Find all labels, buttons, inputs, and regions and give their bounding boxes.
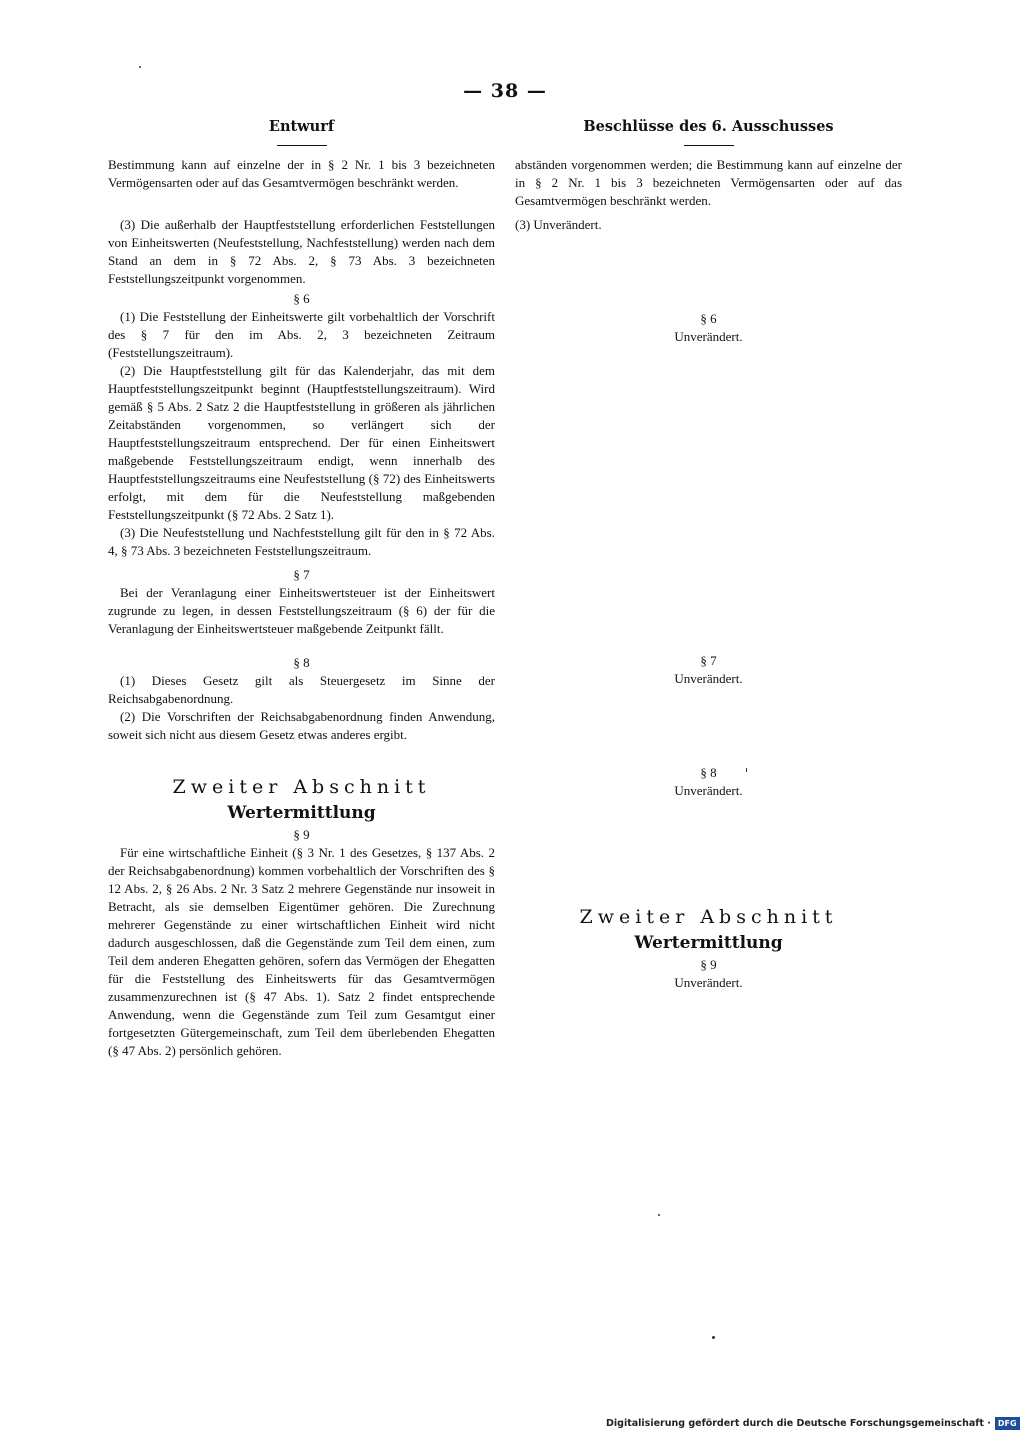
dfg-logo-icon: DFG [995, 1417, 1020, 1430]
scan-speck [712, 1336, 715, 1339]
paragraph-s6-abs-1: (1) Die Feststellung der Einheitswerte gilt vorbehaltlich der Vorschrift des § 7 für den im Abs. 2, 3 bezeichneten Zeitraum (Feststellungszeitraum). [108, 309, 495, 360]
header-rule [277, 145, 327, 146]
abschnitt-title: Wertermittlung [634, 933, 783, 953]
paragraph-continuation: abständen vorgenommen werden; die Bestimmung kann auf einzelne der in § 2 Nr. 1 bis 3 bezeichneten Vermögensarten oder auf das Gesamtvermögen beschränkt werden. [515, 157, 902, 208]
unveraendert-s9: Unverändert. [674, 975, 743, 990]
scan-speck [139, 66, 141, 68]
section-heading-7: § 7 [700, 653, 717, 668]
scan-speck [658, 1214, 660, 1216]
scan-speck [746, 768, 747, 772]
paragraph-s6-abs-3: (3) Die Neufeststellung und Nachfeststellung gilt für den in § 72 Abs. 4, § 73 Abs. 3 bezeichneten Feststellungszeitraum. [108, 525, 495, 558]
paragraph-continuation: Bestimmung kann auf einzelne der in § 2 Nr. 1 bis 3 bezeichneten Vermögensarten oder auf das Gesamtvermögen beschränkt werden. [108, 157, 495, 190]
paragraph-s9: Für eine wirtschaftliche Einheit (§ 3 Nr. 1 des Gesetzes, § 137 Abs. 2 der Reichsabgabenordnung) kommen vorbehaltlich der Vorschriften des § 12 Abs. 2, § 26 Abs. 2 Nr. 3 Satz 2 mehrere Gegenstände nur insoweit in Betracht, als sie demselben Eigentümer gehören. Die Zurechnung mehrerer Gegenstände zu einer wirtschaftlichen Einheit wird nicht dadurch ausgeschlossen, daß die Gegenstände zum Teil dem einen, zum Teil dem anderen Ehegatten gehören, sofern das Vermögen der Ehegatten für die Feststellung des Einheitswerts für das Gesamtvermögen zusammenzurechnen ist (§ 47 Abs. 1). Satz 2 findet entsprechende Anwendung, wenn die Gegenstände zum Teil zum Gesamtgut einer fortgesetzten Gütergemeinschaft, zum Teil dem überlebenden Ehegatten (§ 47 Abs. 2) persönlich gehören. [108, 845, 495, 1058]
abschnitt-title: Wertermittlung [227, 803, 376, 823]
abschnitt-heading: Zweiter Abschnitt [172, 776, 431, 798]
column-header-beschluesse: Beschlüsse des 6. Ausschusses [583, 118, 834, 135]
section-heading-6: § 6 [293, 291, 310, 306]
abschnitt-heading: Zweiter Abschnitt [579, 906, 838, 928]
paragraph-s8-abs-2: (2) Die Vorschriften der Reichsabgabenordnung finden Anwendung, soweit sich nicht aus diesem Gesetz etwas anderes ergibt. [108, 709, 495, 742]
paragraph-s6-abs-2: (2) Die Hauptfeststellung gilt für das Kalenderjahr, das mit dem Hauptfeststellungszeitpunkt beginnt (Hauptfeststellungszeitraum). Wird gemäß § 5 Abs. 2 Satz 2 die Hauptfeststellung in größeren als jährlichen Zeitabständen vorgenommen, so verlängert sich der Hauptfeststellungszeitraum entsprechend. Der für einen Einheitswert maßgebende Feststellungszeitraum endigt, wenn innerhalb des Hauptfeststellungszeitraums eine Neufeststellung (§ 72) des Einheitswerts erfolgt, mit dem für die Neufeststellung maßgebenden Feststellungszeitpunkt (§ 72 Abs. 2 Satz 1). [108, 363, 495, 522]
page-number: — 38 — [463, 80, 547, 102]
section-heading-7: § 7 [293, 567, 310, 582]
digitization-footer [606, 1416, 1020, 1430]
section-heading-9: § 9 [293, 827, 310, 842]
column-header-entwurf: Entwurf [268, 118, 335, 135]
unveraendert-s6: Unverändert. [674, 329, 743, 344]
paragraph-s8-abs-1: (1) Dieses Gesetz gilt als Steuergesetz im Sinne der Reichsabgabenordnung. [108, 673, 495, 706]
paragraph-abs-3: (3) Die außerhalb der Hauptfeststellung erforderlichen Feststellungen von Einheitswerten (Neufeststellung, Nachfeststellung) werden nach dem Stand an dem in § 72 Abs. 2, § 73 Abs. 3 bezeichneten Feststellungszeitpunkt vorgenommen. [108, 217, 495, 286]
header-rule [684, 145, 734, 146]
column-entwurf [108, 118, 495, 1060]
section-heading-8: § 8 [700, 765, 717, 780]
section-heading-9: § 9 [700, 957, 717, 972]
unveraendert-s7: Unverändert. [674, 671, 743, 686]
section-heading-8: § 8 [293, 655, 310, 670]
footer-text: Digitalisierung gefördert durch die Deutsche Forschungsgemeinschaft · [606, 1417, 991, 1429]
section-heading-6: § 6 [700, 311, 717, 326]
paragraph-abs-3: (3) Unverändert. [515, 217, 602, 232]
paragraph-s7: Bei der Veranlagung einer Einheitswertsteuer ist der Einheitswert zugrunde zu legen, in dessen Feststellungszeitraum (§ 6) der für die Veranlagung der Einheitswertsteuer maßgebende Zeitpunkt fällt. [108, 585, 495, 636]
column-beschluesse [515, 118, 902, 992]
unveraendert-s8: Unverändert. [674, 783, 743, 798]
